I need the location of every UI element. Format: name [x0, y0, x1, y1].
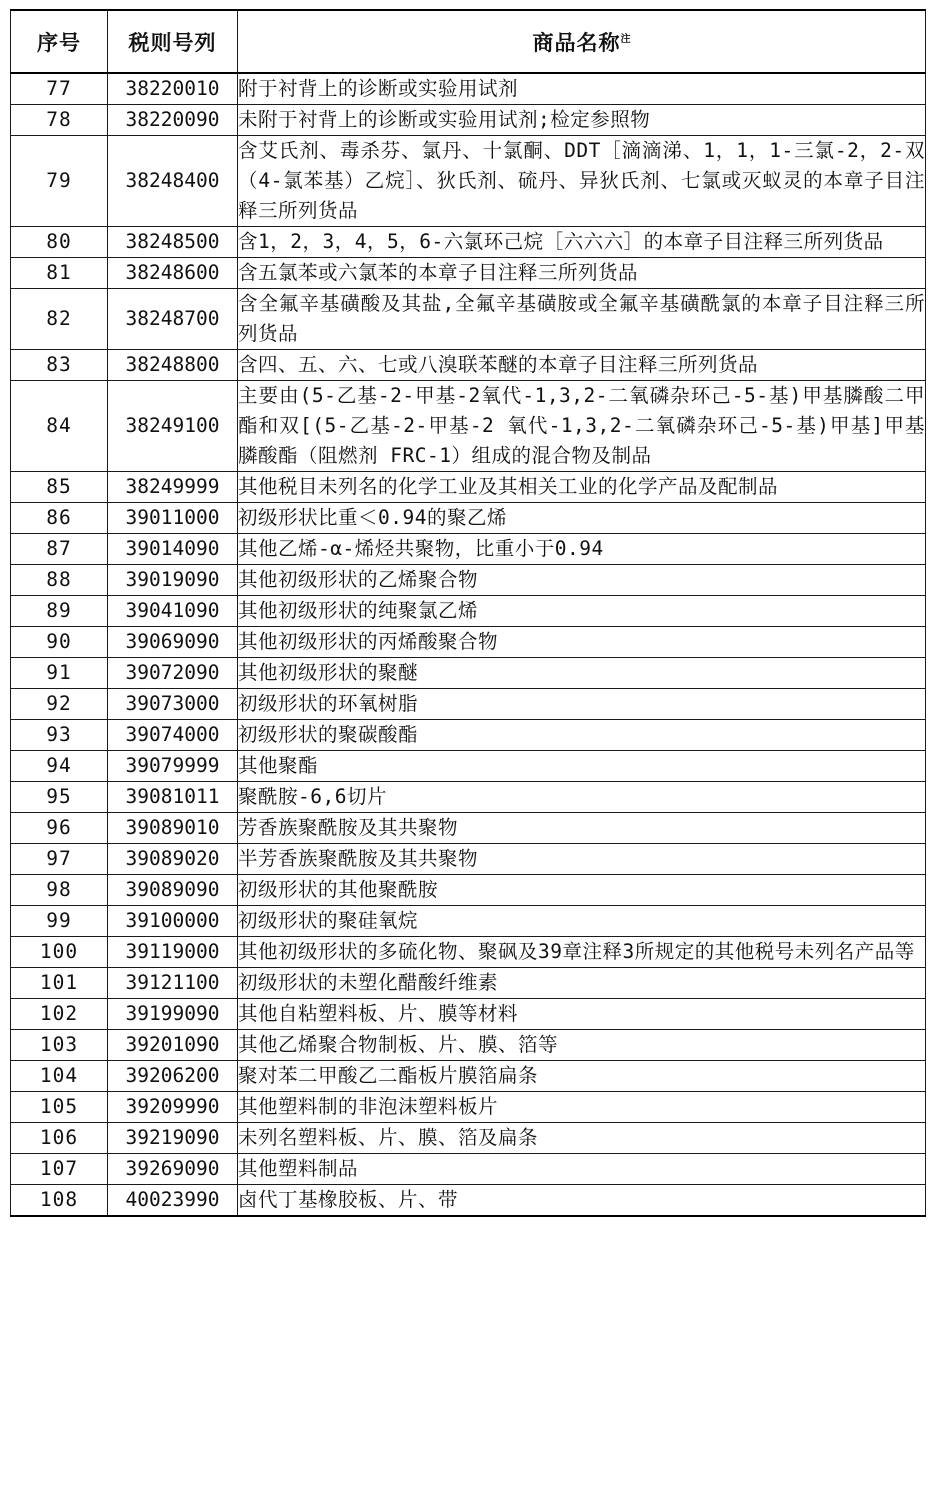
- row-name: 含全氟辛基磺酸及其盐,全氟辛基磺胺或全氟辛基磺酰氯的本章子目注释三所列货品: [238, 289, 926, 350]
- row-code: 39206200: [108, 1061, 238, 1092]
- row-code: 39119000: [108, 937, 238, 968]
- row-name: 其他初级形状的丙烯酸聚合物: [238, 627, 926, 658]
- row-name: 其他税目未列名的化学工业及其相关工业的化学产品及配制品: [238, 472, 926, 503]
- row-seq: 91: [11, 658, 108, 689]
- row-name: 卤代丁基橡胶板、片、带: [238, 1185, 926, 1217]
- table-row: [11, 534, 926, 565]
- row-code: 39199090: [108, 999, 238, 1030]
- document-page: [10, 9, 925, 1217]
- table-row: [11, 381, 926, 472]
- row-code: 39269090: [108, 1154, 238, 1185]
- row-name: 未列名塑料板、片、膜、箔及扁条: [238, 1123, 926, 1154]
- row-code: 39041090: [108, 596, 238, 627]
- row-seq: 95: [11, 782, 108, 813]
- row-code: 39209990: [108, 1092, 238, 1123]
- row-name: 其他初级形状的纯聚氯乙烯: [238, 596, 926, 627]
- row-seq: 86: [11, 503, 108, 534]
- header-seq: 序号: [11, 10, 108, 73]
- row-code: 39081011: [108, 782, 238, 813]
- row-code: 38220010: [108, 73, 238, 105]
- table-row: [11, 813, 926, 844]
- row-seq: 82: [11, 289, 108, 350]
- row-seq: 103: [11, 1030, 108, 1061]
- table-row: [11, 1123, 926, 1154]
- row-code: 38248600: [108, 258, 238, 289]
- table-row: [11, 968, 926, 999]
- table-row: [11, 782, 926, 813]
- table-row: [11, 472, 926, 503]
- row-seq: 105: [11, 1092, 108, 1123]
- row-code: 38220090: [108, 105, 238, 136]
- row-name: 初级形状的未塑化醋酸纤维素: [238, 968, 926, 999]
- table-row: [11, 73, 926, 105]
- row-seq: 92: [11, 689, 108, 720]
- table-row: [11, 1092, 926, 1123]
- table-row: [11, 350, 926, 381]
- table-header-row: [11, 10, 926, 73]
- table-row: [11, 105, 926, 136]
- row-seq: 102: [11, 999, 108, 1030]
- row-name: 芳香族聚酰胺及其共聚物: [238, 813, 926, 844]
- table-row: [11, 906, 926, 937]
- row-code: 39201090: [108, 1030, 238, 1061]
- table-row: [11, 503, 926, 534]
- row-name: 含艾氏剂、毒杀芬、氯丹、十氯酮、DDT［滴滴涕、1，1，1-三氯-2，2-双（4-氯苯基）乙烷］、狄氏剂、硫丹、异狄氏剂、七氯或灭蚁灵的本章子目注释三所列货品: [238, 136, 926, 227]
- row-code: 38249999: [108, 472, 238, 503]
- header-name: 商品名称: [532, 30, 621, 55]
- row-seq: 79: [11, 136, 108, 227]
- row-seq: 90: [11, 627, 108, 658]
- row-code: 39089020: [108, 844, 238, 875]
- row-seq: 77: [11, 73, 108, 105]
- row-code: 39014090: [108, 534, 238, 565]
- table-row: [11, 627, 926, 658]
- row-code: 39089090: [108, 875, 238, 906]
- row-name: 其他初级形状的多硫化物、聚砜及39章注释3所规定的其他税号未列名产品等: [238, 937, 926, 968]
- row-name: 其他乙烯-α-烯烃共聚物，比重小于0.94: [238, 534, 926, 565]
- row-seq: 94: [11, 751, 108, 782]
- row-name: 其他塑料制的非泡沫塑料板片: [238, 1092, 926, 1123]
- row-code: 39074000: [108, 720, 238, 751]
- row-seq: 87: [11, 534, 108, 565]
- table-row: [11, 1061, 926, 1092]
- row-name: 初级形状比重＜0.94的聚乙烯: [238, 503, 926, 534]
- header-note-mark: 注: [620, 33, 631, 45]
- row-code: 39069090: [108, 627, 238, 658]
- table-row: [11, 1154, 926, 1185]
- row-name: 含四、五、六、七或八溴联苯醚的本章子目注释三所列货品: [238, 350, 926, 381]
- row-code: 38248400: [108, 136, 238, 227]
- row-seq: 89: [11, 596, 108, 627]
- table-row: [11, 937, 926, 968]
- table-row: [11, 1185, 926, 1217]
- row-name: 聚酰胺-6,6切片: [238, 782, 926, 813]
- row-code: 39100000: [108, 906, 238, 937]
- row-seq: 100: [11, 937, 108, 968]
- row-code: 38249100: [108, 381, 238, 472]
- row-seq: 104: [11, 1061, 108, 1092]
- row-seq: 78: [11, 105, 108, 136]
- row-code: 39073000: [108, 689, 238, 720]
- row-seq: 83: [11, 350, 108, 381]
- row-seq: 99: [11, 906, 108, 937]
- row-seq: 97: [11, 844, 108, 875]
- table-row: [11, 658, 926, 689]
- table-row: [11, 844, 926, 875]
- table-row: [11, 596, 926, 627]
- row-name: 初级形状的聚硅氧烷: [238, 906, 926, 937]
- row-name: 其他初级形状的聚醚: [238, 658, 926, 689]
- row-code: 38248500: [108, 227, 238, 258]
- row-seq: 107: [11, 1154, 108, 1185]
- table-body: [11, 73, 926, 1216]
- row-code: 39079999: [108, 751, 238, 782]
- row-seq: 85: [11, 472, 108, 503]
- row-name: 聚对苯二甲酸乙二酯板片膜箔扁条: [238, 1061, 926, 1092]
- table-row: [11, 720, 926, 751]
- row-name: 其他初级形状的乙烯聚合物: [238, 565, 926, 596]
- table-row: [11, 999, 926, 1030]
- row-name: 含五氯苯或六氯苯的本章子目注释三所列货品: [238, 258, 926, 289]
- table-row: [11, 1030, 926, 1061]
- row-code: 39089010: [108, 813, 238, 844]
- row-code: 39121100: [108, 968, 238, 999]
- row-seq: 98: [11, 875, 108, 906]
- table-row: [11, 227, 926, 258]
- row-name: 其他乙烯聚合物制板、片、膜、箔等: [238, 1030, 926, 1061]
- row-code: 39011000: [108, 503, 238, 534]
- table-row: [11, 689, 926, 720]
- row-code: 38248800: [108, 350, 238, 381]
- row-seq: 96: [11, 813, 108, 844]
- row-code: 40023990: [108, 1185, 238, 1217]
- row-seq: 81: [11, 258, 108, 289]
- header-code: 税则号列: [108, 10, 238, 73]
- row-name: 含1，2，3，4，5，6-六氯环己烷［六六六］的本章子目注释三所列货品: [238, 227, 926, 258]
- row-name: 半芳香族聚酰胺及其共聚物: [238, 844, 926, 875]
- table-row: [11, 875, 926, 906]
- row-seq: 106: [11, 1123, 108, 1154]
- row-seq: 108: [11, 1185, 108, 1217]
- table-row: [11, 136, 926, 227]
- row-name: 初级形状的其他聚酰胺: [238, 875, 926, 906]
- tariff-table: [10, 9, 926, 1217]
- row-name: 附于衬背上的诊断或实验用试剂: [238, 73, 926, 105]
- row-name: 其他聚酯: [238, 751, 926, 782]
- row-code: 39019090: [108, 565, 238, 596]
- header-name-cell: [238, 10, 926, 73]
- row-name: 其他自粘塑料板、片、膜等材料: [238, 999, 926, 1030]
- row-seq: 80: [11, 227, 108, 258]
- row-seq: 88: [11, 565, 108, 596]
- row-name: 初级形状的聚碳酸酯: [238, 720, 926, 751]
- row-name: 初级形状的环氧树脂: [238, 689, 926, 720]
- row-name: 其他塑料制品: [238, 1154, 926, 1185]
- row-name: 未附于衬背上的诊断或实验用试剂;检定参照物: [238, 105, 926, 136]
- row-code: 38248700: [108, 289, 238, 350]
- row-code: 39219090: [108, 1123, 238, 1154]
- row-name: 主要由(5-乙基-2-甲基-2氧代-1,3,2-二氧磷杂环己-5-基)甲基膦酸二甲酯和双[(5-乙基-2-甲基-2 氧代-1,3,2-二氧磷杂环己-5-基)甲基]甲基膦酸酯（阻燃剂 FRC-1）组成的混合物及制品: [238, 381, 926, 472]
- row-code: 39072090: [108, 658, 238, 689]
- row-seq: 101: [11, 968, 108, 999]
- table-row: [11, 258, 926, 289]
- row-seq: 84: [11, 381, 108, 472]
- row-seq: 93: [11, 720, 108, 751]
- table-row: [11, 289, 926, 350]
- table-row: [11, 751, 926, 782]
- table-row: [11, 565, 926, 596]
